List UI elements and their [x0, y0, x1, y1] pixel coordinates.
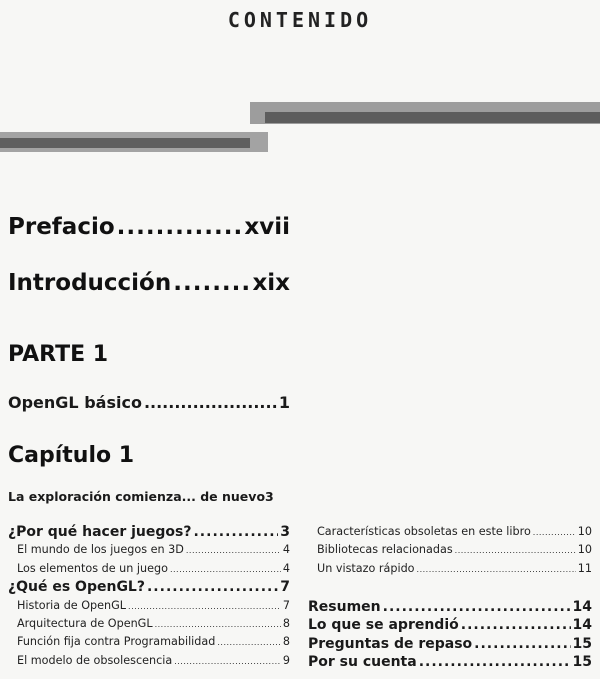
toc-label: Resumen	[308, 599, 381, 615]
chapter-subtitle[interactable]	[8, 489, 274, 504]
toc-row[interactable]	[8, 597, 290, 615]
toc-page: 10	[577, 525, 592, 538]
toc-row[interactable]	[308, 653, 592, 671]
toc-page: 15	[572, 635, 592, 652]
toc-row[interactable]	[308, 541, 592, 559]
toc-entry-opengl-basico[interactable]	[8, 393, 290, 412]
dot-leader	[383, 598, 571, 616]
dot-leader	[455, 541, 576, 560]
dot-leader	[417, 560, 576, 579]
toc-label: Por su cuenta	[308, 654, 417, 671]
toc-label: Prefacio	[8, 214, 115, 240]
toc-row[interactable]	[8, 560, 290, 578]
toc-page: 7	[282, 598, 290, 612]
dot-leader	[217, 633, 281, 652]
toc-label: Lo que se aprendió	[308, 617, 459, 634]
toc-page: 4	[282, 561, 290, 575]
toc-entry-introduccion[interactable]	[8, 270, 290, 296]
dot-leader	[173, 270, 250, 296]
toc-page: 10	[577, 543, 592, 557]
dot-leader	[419, 653, 571, 671]
toc-label: Arquitectura de OpenGL	[17, 616, 153, 630]
toc-page: 14	[572, 617, 592, 634]
toc-page: 8	[282, 635, 290, 649]
dot-leader	[174, 652, 281, 671]
toc-right-column-bottom	[308, 598, 592, 672]
toc-page: 15	[572, 654, 592, 671]
toc-label: ¿Por qué hacer juegos?	[8, 524, 192, 540]
toc-row[interactable]	[8, 523, 290, 541]
toc-row[interactable]	[8, 541, 290, 559]
toc-label: Un vistazo rápido	[317, 561, 415, 575]
decorative-bar-right-dark	[265, 112, 600, 123]
toc-row[interactable]	[308, 616, 592, 634]
dot-leader	[170, 560, 281, 579]
toc-label: Los elementos de un juego	[17, 561, 168, 575]
part-title: PARTE 1	[8, 342, 109, 367]
toc-page: 1	[278, 393, 290, 412]
toc-page: 8	[282, 616, 290, 630]
decorative-bar-left-dark	[0, 138, 250, 148]
chapter-subtitle-label: La exploración comienza... de nuevo	[8, 489, 266, 504]
toc-label: Características obsoletas en este libro	[317, 525, 531, 538]
toc-label: El mundo de los juegos en 3D	[17, 543, 184, 557]
toc-left-column	[8, 523, 290, 670]
toc-label: Función fija contra Programabilidad	[17, 635, 216, 649]
dot-leader	[533, 523, 576, 542]
toc-page: 7	[280, 579, 290, 596]
chapter-title: Capítulo 1	[8, 443, 135, 468]
toc-label: ¿Qué es OpenGL?	[8, 579, 145, 596]
toc-page: 9	[282, 653, 290, 667]
toc-page: 4	[282, 543, 290, 557]
toc-entry-prefacio[interactable]	[8, 214, 290, 240]
toc-label: El modelo de obsolescencia	[17, 653, 173, 667]
toc-row[interactable]	[8, 578, 290, 596]
toc-row[interactable]	[308, 523, 592, 541]
page-header-title: CONTENIDO	[227, 8, 373, 32]
toc-row[interactable]	[8, 652, 290, 670]
dot-leader	[474, 635, 570, 653]
toc-page: 14	[572, 599, 592, 615]
dot-leader	[117, 214, 243, 240]
dot-leader	[155, 615, 281, 634]
toc-row[interactable]	[308, 560, 592, 578]
toc-label: Bibliotecas relacionadas	[317, 543, 453, 557]
toc-right-column-top	[308, 523, 592, 578]
dot-leader	[461, 616, 571, 634]
toc-row[interactable]	[308, 598, 592, 616]
toc-row[interactable]	[8, 615, 290, 633]
toc-label: Historia de OpenGL	[17, 598, 127, 612]
chapter-subtitle-page: 3	[265, 489, 274, 504]
dot-leader	[193, 523, 278, 541]
dot-leader	[147, 578, 278, 596]
toc-page: xix	[252, 270, 290, 296]
dot-leader	[144, 393, 277, 412]
dot-leader	[186, 541, 281, 560]
toc-label: Preguntas de repaso	[308, 635, 473, 652]
toc-page: 11	[577, 561, 592, 575]
toc-row[interactable]	[308, 635, 592, 653]
toc-row[interactable]	[8, 633, 290, 651]
toc-page: xvii	[244, 214, 290, 240]
dot-leader	[128, 597, 281, 616]
toc-page: 3	[280, 524, 290, 540]
toc-label: OpenGL básico	[8, 393, 142, 412]
toc-label: Introducción	[8, 270, 172, 296]
